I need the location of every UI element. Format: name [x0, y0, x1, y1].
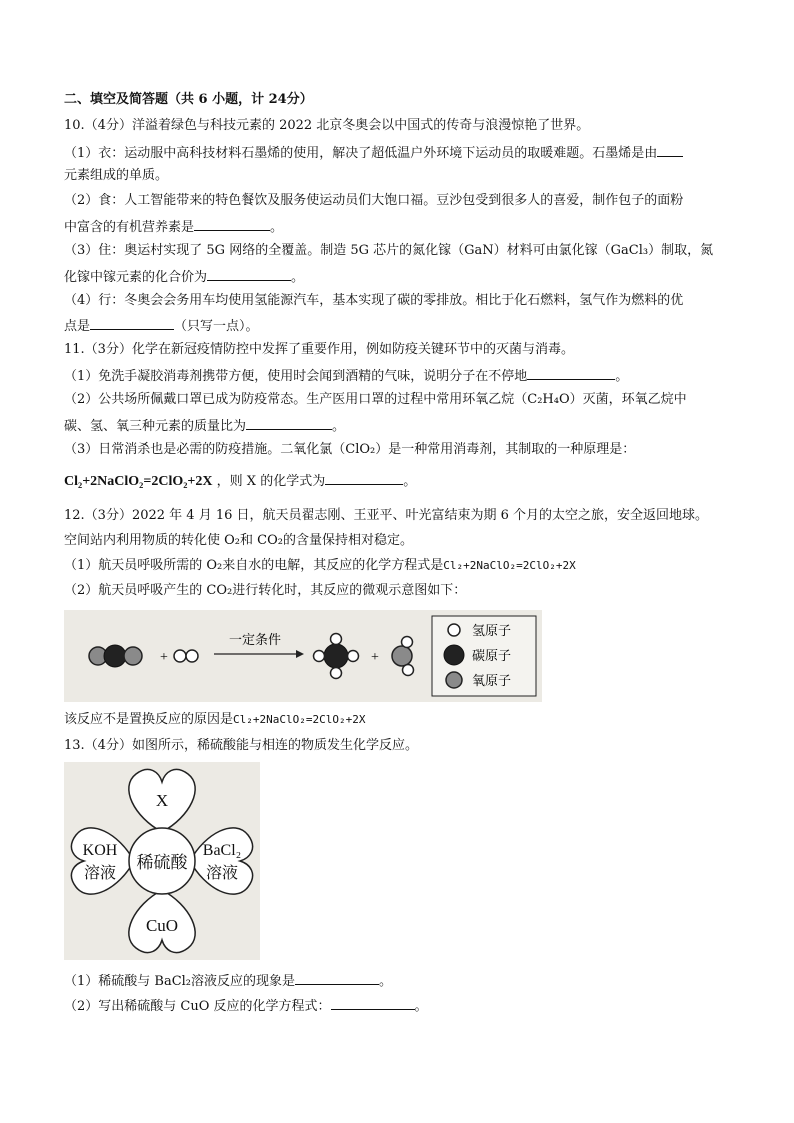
period: 。	[270, 220, 284, 235]
q12-part2: （2）航天员呼吸产生的 CO₂进行转化时，其反应的微观示意图如下：	[64, 583, 467, 598]
q10-stem: 10.（4分）洋溢着绿色与科技元素的 2022 北京冬奥会以中国式的传奇与浪漫惊艳了世界。	[64, 118, 590, 133]
q11-part3: （3）日常消杀也是必需的防疫措施。二氧化氯（ClO₂）是一种常用消毒剂，其制取的一种原理是：	[64, 442, 636, 457]
q12-stem-line1: 12.（3分）2022 年 4 月 16 日，航天员翟志刚、王亚平、叶光富结束为期 6 个月的太空之旅，安全返回地球。	[64, 508, 709, 523]
period: 。	[291, 270, 305, 285]
period: 。	[414, 999, 428, 1014]
oxygen-atom	[124, 647, 142, 665]
q10-part3-text: 化镓中镓元素的化合价为	[64, 270, 208, 285]
q10-answer-blank-3[interactable]	[207, 268, 291, 281]
q11-part1	[64, 367, 628, 385]
hydrogen-atom	[331, 668, 342, 679]
q12-reason	[64, 712, 365, 728]
section-title: 二、填空及简答题（共 6 小题，计 24分）	[64, 92, 313, 107]
q11-part2-text: 碳、氢、氧三种元素的质量比为	[64, 419, 247, 434]
q10-part4-note: （只写一点）。	[174, 319, 259, 334]
q12-reason-equation: Cl₂+2NaClO₂=2ClO₂+2X	[233, 713, 366, 726]
period: 。	[332, 419, 346, 434]
hydrogen-atom	[402, 637, 413, 648]
plus-sign-1: +	[160, 650, 168, 665]
q12-part1-equation: Cl₂+2NaClO₂=2ClO₂+2X	[443, 559, 576, 572]
hydrogen-atom	[314, 651, 325, 662]
hydrogen-atom	[186, 650, 198, 662]
q10-part2-line1: （2）食：人工智能带来的特色餐饮及服务使运动员们大饱口福。豆沙包受到很多人的喜爱，制作包子的面粉	[64, 193, 684, 208]
hydrogen-atom	[403, 665, 414, 676]
legend-hydrogen-icon	[448, 624, 460, 636]
carbon-atom	[324, 644, 348, 668]
q10-part4-line1: （4）行：冬奥会会务用车均使用氢能源汽车，基本实现了碳的零排放。相比于化石燃料，氢气作为燃料的优	[64, 293, 684, 308]
q11-answer-blank-2[interactable]	[246, 417, 332, 430]
legend-carbon-icon	[444, 645, 464, 665]
q12-part1-text: （1）航天员呼吸所需的 O₂来自水的电解，其反应的化学方程式是	[64, 558, 444, 573]
q12-part1	[64, 558, 576, 574]
carbon-atom	[104, 645, 126, 667]
q11-equation: Cl₂+2NaClO₂=2ClO₂+2X	[64, 474, 213, 489]
q10-part3-line2	[64, 268, 304, 286]
q11-part2-line1: （2）公共场所佩戴口罩已成为防疫常态。生产医用口罩的过程中常用环氧乙烷（C₂H₄O）灭菌，环氧乙烷中	[64, 392, 687, 407]
q10-part1-line2: 元素组成的单质。	[64, 168, 169, 183]
q10-answer-blank-4[interactable]	[90, 317, 174, 330]
q12-stem-line2: 空间站内利用物质的转化使 O₂和 CO₂的含量保持相对稳定。	[64, 533, 413, 548]
period: 。	[403, 474, 417, 489]
oxygen-atom	[392, 646, 412, 666]
q11-answer-blank-3[interactable]	[325, 472, 403, 485]
q13-answer-blank-2[interactable]	[331, 997, 415, 1010]
q13-stem: 13.（4分）如图所示，稀硫酸能与相连的物质发生化学反应。	[64, 738, 418, 753]
plus-sign-2: +	[371, 650, 379, 665]
legend-hydrogen-label: 氢原子	[472, 624, 512, 639]
q11-part2-line2	[64, 417, 345, 435]
legend-carbon-label: 碳原子	[472, 649, 512, 664]
clover-right-label-1: BaCl₂	[202, 842, 242, 859]
reaction-diagram-svg	[64, 610, 542, 702]
q10-part2-line2	[64, 218, 283, 236]
q10-answer-blank-2[interactable]	[194, 218, 270, 231]
q13-part2-text: （2）写出稀硫酸与 CuO 反应的化学方程式：	[64, 999, 331, 1014]
clover-left-label-2: 溶液	[83, 865, 117, 882]
clover-top-label: X	[155, 791, 169, 810]
q11-part1-text: （1）免洗手凝胶消毒剂携带方便，使用时会闻到酒精的气味，说明分子在不停地	[64, 369, 528, 384]
clover-diagram	[64, 762, 260, 960]
clover-right-label-2: 溶液	[205, 865, 239, 882]
clover-diagram-svg	[64, 762, 260, 960]
period: 。	[379, 974, 393, 989]
q11-equation-line	[64, 472, 416, 490]
q12-reason-text: 该反应不是置换反应的原因是	[64, 712, 234, 727]
q10-part4-line2	[64, 317, 259, 335]
legend-oxygen-label: 氧原子	[472, 674, 512, 689]
q13-answer-blank-1[interactable]	[295, 972, 379, 985]
hydrogen-atom	[348, 651, 359, 662]
q10-part1-text: （1）衣：运动服中高科技材料石墨烯的使用，解决了超低温户外环境下运动员的取暖难题。石墨烯是由	[64, 146, 658, 161]
q10-part1-line1	[64, 144, 683, 162]
hydrogen-atom	[174, 650, 186, 662]
q10-part4-text: 点是	[64, 319, 91, 334]
q11-answer-blank-1[interactable]	[527, 367, 615, 380]
hydrogen-atom	[331, 634, 342, 645]
q13-part1	[64, 972, 392, 990]
q13-part2	[64, 997, 428, 1015]
legend-oxygen-icon	[446, 672, 462, 688]
clover-center-label: 稀硫酸	[136, 853, 188, 872]
q13-part1-text: （1）稀硫酸与 BaCl₂溶液反应的现象是	[64, 974, 296, 989]
q11-stem: 11.（3分）化学在新冠疫情防控中发挥了重要作用，例如防疫关键环节中的灭菌与消毒。	[64, 342, 574, 357]
reaction-condition: 一定条件	[229, 633, 282, 648]
clover-left-label-1: KOH	[82, 842, 118, 859]
q10-part3-line1: （3）住：奥运村实现了 5G 网络的全覆盖。制造 5G 芯片的氮化镓（GaN）材料可由氯化镓（GaCl₃）制取，氮	[64, 243, 714, 258]
period: 。	[615, 369, 629, 384]
clover-bottom-label: CuO	[145, 916, 179, 935]
q10-part2-text: 中富含的有机营养素是	[64, 220, 195, 235]
q10-answer-blank-1[interactable]	[657, 144, 683, 157]
reaction-diagram	[64, 610, 542, 702]
q11-equation-tail: ，则 X 的化学式为	[216, 474, 326, 489]
